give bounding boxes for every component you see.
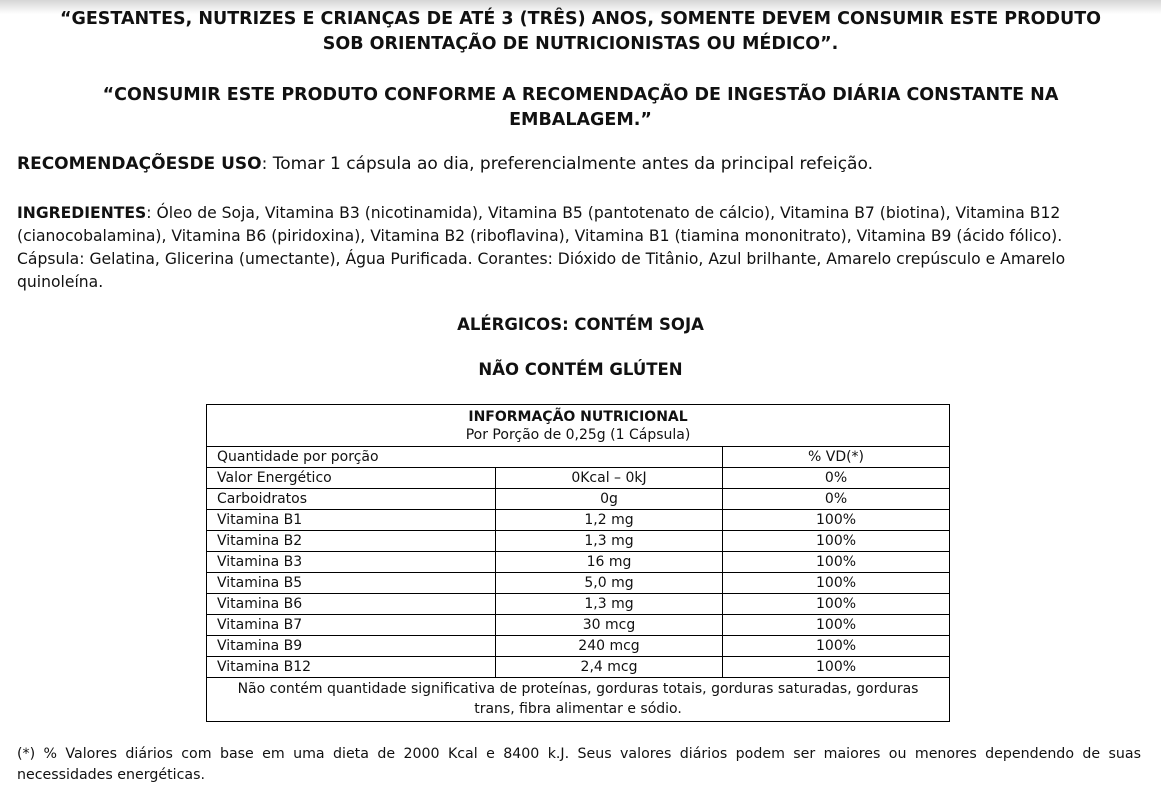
table-footer-line2: trans, fibra alimentar e sódio. [474,701,682,717]
table-row [207,615,950,636]
daily-value-footnote [17,744,1141,786]
table-row [207,657,950,678]
nutrient-dv: 100% [723,510,950,531]
table-row [207,636,950,657]
nutrient-name: Vitamina B1 [207,510,496,531]
pregnancy-warning-line1: “GESTANTES, NUTRIZES E CRIANÇAS DE ATÉ 3 (TRÊS) ANOS, SOMENTE DEVEM CONSUMIR ESTE PRODUTO [59,9,1102,29]
nutrient-amount: 30 mcg [496,615,723,636]
nutrient-name: Vitamina B9 [207,636,496,657]
nutrient-amount: 0Kcal – 0kJ [496,468,723,489]
table-row [207,531,950,552]
ingredients-line3: Cápsula: Gelatina, Glicerina (umectante), Água Purificada. Corantes: Dióxido de Titânio, Azul brilhante, Amarelo crepúsculo e Amarelo [17,250,1066,268]
nutrient-name: Vitamina B5 [207,573,496,594]
column-header-row [207,447,950,468]
nutrient-name: Carboidratos [207,489,496,510]
usage-label: RECOMENDAÇÕESDE USO [17,154,262,174]
footnote-line2: necessidades energéticas. [17,767,205,783]
ingredients-line4: quinoleína. [17,273,104,291]
table-title: INFORMAÇÃO NUTRICIONAL [468,409,688,425]
nutrient-amount: 1,3 mg [496,531,723,552]
table-row [207,552,950,573]
nutrient-dv: 0% [723,489,950,510]
nutrient-amount: 0g [496,489,723,510]
table-row [207,573,950,594]
nutrient-dv: 100% [723,594,950,615]
pregnancy-warning-line2: SOB ORIENTAÇÃO DE NUTRICIONISTAS OU MÉDICO”. [322,34,839,54]
intake-warning [12,83,1149,133]
table-row [207,594,950,615]
pregnancy-warning [12,7,1149,57]
nutrient-name: Vitamina B6 [207,594,496,615]
column-header-dv: % VD(*) [723,447,950,468]
allergen-notice: ALÉRGICOS: CONTÉM SOJA [457,315,704,334]
footnote-line1: (*) % Valores diários com base em uma dieta de 2000 Kcal e 8400 k.J. Seus valores diários podem ser maiores ou menores dependendo de suas [17,746,1141,762]
nutrient-dv: 100% [723,552,950,573]
usage-recommendation [17,153,1147,176]
gluten-notice: NÃO CONTÉM GLÚTEN [478,360,683,379]
nutrient-dv: 100% [723,615,950,636]
nutrient-dv: 100% [723,636,950,657]
nutrient-dv: 0% [723,468,950,489]
nutrient-dv: 100% [723,531,950,552]
nutrient-name: Vitamina B2 [207,531,496,552]
ingredients-line2: (cianocobalamina), Vitamina B6 (piridoxina), Vitamina B2 (riboflavina), Vitamina B1 (tiamina mononitrato), Vitamina B9 (ácido fólico). [17,227,1063,245]
table-footer [207,678,950,722]
table-footer-row [207,678,950,722]
table-row [207,468,950,489]
table-row [207,510,950,531]
table-footer-line1: Não contém quantidade significativa de proteínas, gorduras totais, gorduras saturadas, gorduras [237,681,919,697]
ingredients [17,202,1147,294]
nutrition-facts-table [206,404,950,722]
table-row [207,489,950,510]
table-header [207,405,950,447]
nutrient-amount: 2,4 mcg [496,657,723,678]
nutrient-amount: 240 mcg [496,636,723,657]
usage-text: : Tomar 1 cápsula ao dia, preferencialmente antes da principal refeição. [261,154,873,174]
nutrient-name: Vitamina B3 [207,552,496,573]
nutrient-dv: 100% [723,657,950,678]
nutrient-amount: 5,0 mg [496,573,723,594]
nutrient-dv: 100% [723,573,950,594]
table-serving: Por Porção de 0,25g (1 Cápsula) [465,427,691,443]
nutrient-amount: 16 mg [496,552,723,573]
nutrient-name: Vitamina B12 [207,657,496,678]
ingredients-label: INGREDIENTES [17,204,147,222]
column-header-quantity: Quantidade por porção [207,447,723,468]
intake-warning-line1: “CONSUMIR ESTE PRODUTO CONFORME A RECOMENDAÇÃO DE INGESTÃO DIÁRIA CONSTANTE NA [102,85,1059,105]
ingredients-line1: : Óleo de Soja, Vitamina B3 (nicotinamida), Vitamina B5 (pantotenato de cálcio), Vitamina B7 (biotina), Vitamina B12 [146,204,1061,222]
nutrient-amount: 1,3 mg [496,594,723,615]
table-header-row [207,405,950,447]
nutrient-name: Valor Energético [207,468,496,489]
nutrient-name: Vitamina B7 [207,615,496,636]
nutrient-amount: 1,2 mg [496,510,723,531]
intake-warning-line2: EMBALAGEM.” [509,110,652,130]
